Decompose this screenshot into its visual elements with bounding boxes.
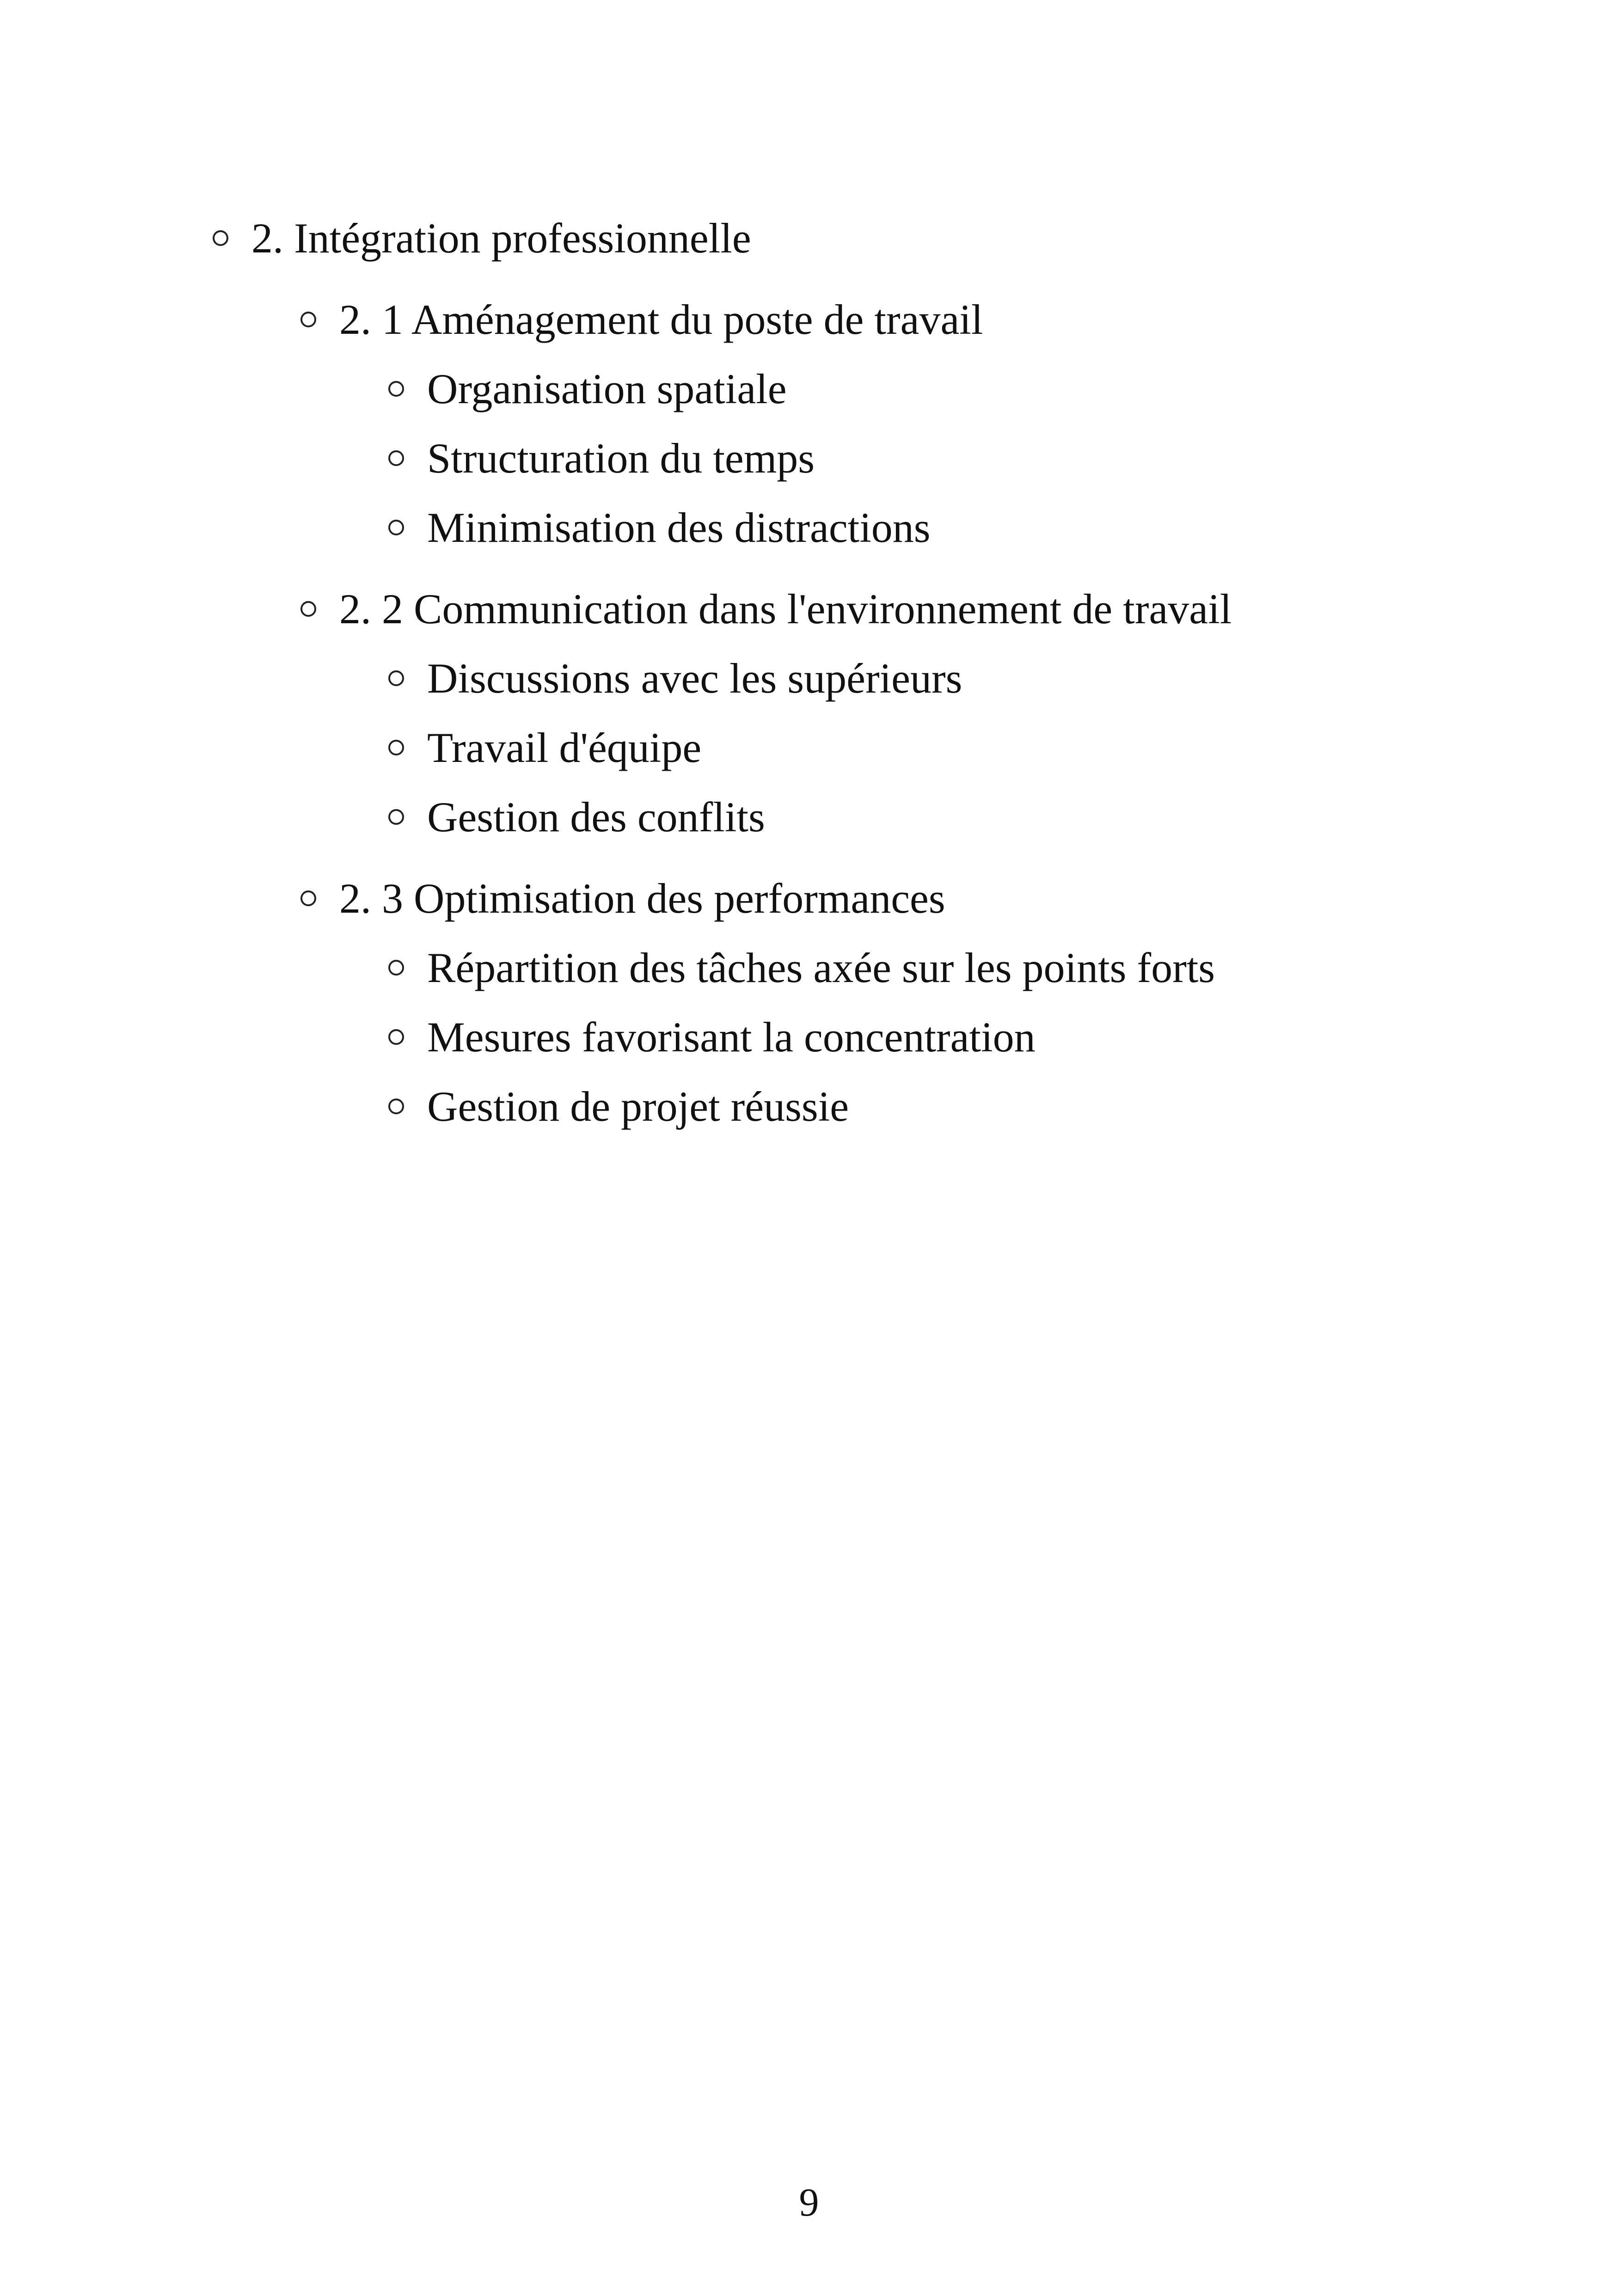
- hollow-bullet-icon: [388, 520, 404, 535]
- list-item-text: Minimisation des distractions: [427, 504, 931, 551]
- list-item-text: Gestion de projet réussie: [427, 1083, 849, 1130]
- section-title: 2. Intégration professionnelle: [251, 215, 751, 262]
- list-item-text: Organisation spatiale: [427, 365, 787, 412]
- list-item: [388, 354, 1461, 424]
- hollow-bullet-icon: [388, 740, 404, 755]
- subsection-title: 2. 2 Communication dans l'environnement de travail: [339, 585, 1232, 632]
- page-number: 9: [799, 2180, 819, 2224]
- hollow-bullet-icon: [388, 381, 404, 397]
- subsection-title: 2. 1 Aménagement du poste de travail: [339, 296, 983, 343]
- hollow-bullet-icon: [300, 890, 316, 906]
- list-item-text: Mesures favorisant la concentration: [427, 1013, 1036, 1061]
- hollow-bullet-icon: [388, 960, 404, 976]
- hollow-bullet-icon: [300, 312, 316, 327]
- subsection-heading-2-1: [300, 285, 1461, 354]
- hollow-bullet-icon: [388, 1099, 404, 1114]
- section-heading: [213, 203, 1461, 273]
- list-item: [388, 493, 1461, 562]
- list-item-text: Gestion des conflits: [427, 793, 765, 841]
- list-item: [388, 1002, 1461, 1072]
- hollow-bullet-icon: [388, 670, 404, 686]
- hollow-bullet-icon: [300, 601, 316, 617]
- list-item: [388, 782, 1461, 852]
- list-item: [388, 644, 1461, 713]
- list-item-text: Travail d'équipe: [427, 724, 702, 771]
- hollow-bullet-icon: [388, 809, 404, 825]
- subsection-heading-2-3: [300, 864, 1461, 933]
- list-item: [388, 424, 1461, 493]
- hollow-bullet-icon: [388, 1029, 404, 1045]
- subsection-heading-2-2: [300, 574, 1461, 644]
- hollow-bullet-icon: [213, 230, 228, 246]
- list-item: [388, 713, 1461, 782]
- hollow-bullet-icon: [388, 450, 404, 466]
- list-item: [388, 933, 1461, 1002]
- outline-list: [213, 203, 1461, 1141]
- subsection-title: 2. 3 Optimisation des performances: [339, 875, 945, 922]
- list-item-text: Structuration du temps: [427, 435, 815, 482]
- list-item: [388, 1072, 1461, 1141]
- list-item-text: Répartition des tâches axée sur les points forts: [427, 944, 1215, 991]
- list-item-text: Discussions avec les supérieurs: [427, 655, 962, 702]
